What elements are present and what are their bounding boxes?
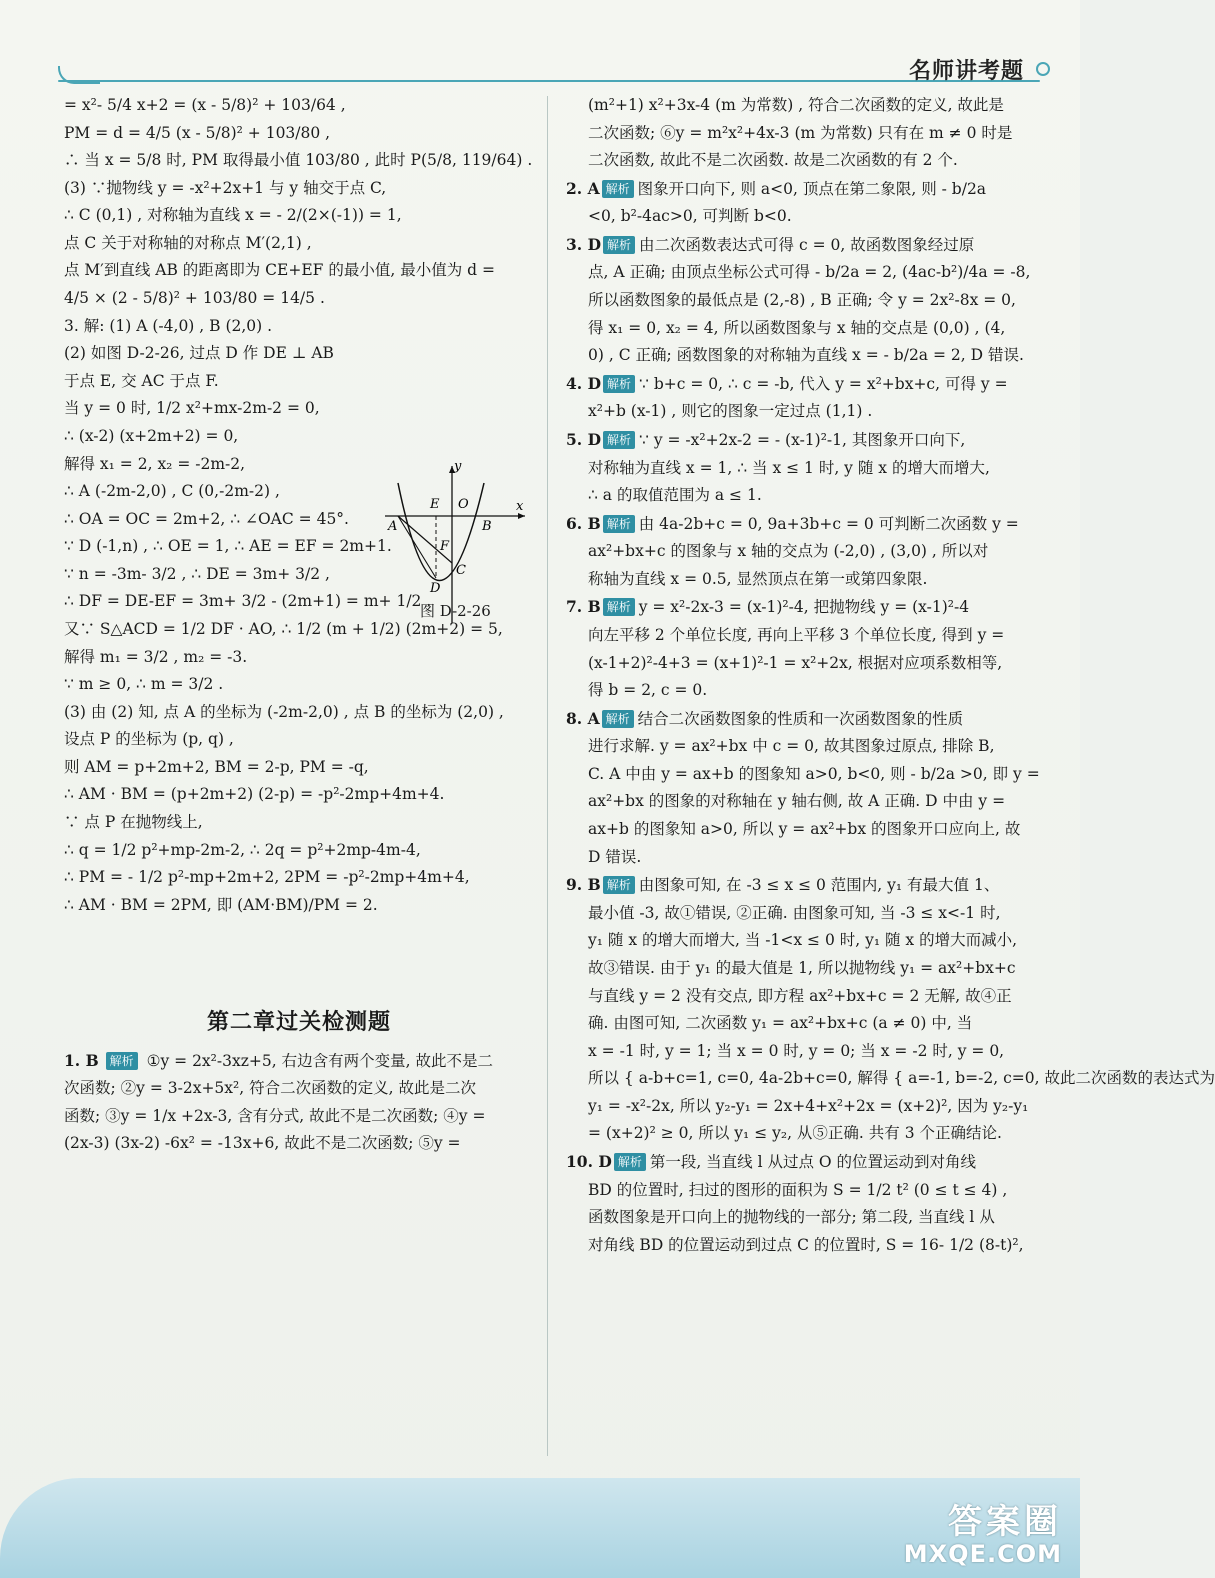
answer-3-line-2: ∴ a 的取值范围为 a ≤ 1. <box>588 486 762 505</box>
right-line-2: 二次函数, 故此不是二次函数. 故是二次函数的有 2 个. <box>588 151 958 170</box>
answer-7-line-3: 故③错误. 由于 y₁ 的最大值是 1, 所以抛物线 y₁ = ax²+bx+c <box>588 958 1016 977</box>
right-line-1: 二次函数; ⑥y = m²x²+4x-3 (m 为常数) 只有在 m ≠ 0 时是 <box>588 123 1013 142</box>
fig-label-c: C <box>456 563 466 578</box>
answer-number: 8. A <box>566 708 600 728</box>
answer-7-line-7: 所以 { a-b+c=1, c=0, 4a-2b+c=0, 解得 { a=-1, b=-2, c=0, 故此二次函数的表达式为 <box>588 1069 1215 1088</box>
answer-8-line-0 <box>566 1148 1036 1177</box>
answer-6-line-5: D 错误. <box>588 847 642 866</box>
answer-7-line-9: = (x+2)² ≥ 0, 所以 y₁ ≤ y₂, 从⑤正确. 共有 3 个正确结论. <box>588 1124 1002 1143</box>
left-line-10: 于点 E, 交 AC 于点 F. <box>64 371 219 390</box>
parabola-curve <box>398 483 484 581</box>
left-line-21: ∵ m ≥ 0, ∴ m = 3/2 . <box>64 675 224 694</box>
analysis-tag: 解析 <box>602 180 634 198</box>
answer-number: 3. D <box>566 234 602 254</box>
answer-0-line-1: <0, b²-4ac>0, 可判断 b<0. <box>588 207 792 226</box>
left-line-6: 点 M′到直线 AB 的距离即为 CE+EF 的最小值, 最小值为 d = <box>64 261 495 280</box>
fig-label-b: B <box>482 519 492 534</box>
answer-5-line-1: 向左平移 2 个单位长度, 再向上平移 3 个单位长度, 得到 y = <box>588 625 1005 644</box>
answer-5-line-3: 得 b = 2, c = 0. <box>588 681 708 700</box>
answer-number: 7. B <box>566 597 601 617</box>
answer-7-line-8: y₁ = -x²-2x, 所以 y₂-y₁ = 2x+4+x²+2x = (x+2)², 因为 y₂-y₁ <box>588 1096 1029 1115</box>
answer-5-line-0 <box>566 593 1036 622</box>
answer-2-line-0 <box>566 370 1036 399</box>
fig-label-e: E <box>430 497 440 512</box>
answer-text: 由图象可知, 在 -3 ≤ x ≤ 0 范围内, y₁ 有最大值 1、 <box>638 876 1000 895</box>
left-line-20: 解得 m₁ = 3/2 , m₂ = -3. <box>64 647 248 666</box>
left-line-8: 3. 解: (1) A (-4,0) , B (2,0) . <box>64 316 273 335</box>
left-line-17: ∵ n = -3m- 3/2 , ∴ DE = 3m+ 3/2 , <box>64 564 330 583</box>
left-line-7: 4/5 × (2 - 5/8)² + 103/80 = 14/5 . <box>64 289 325 308</box>
fig-label-y: y <box>454 459 462 474</box>
answer-1-line-0 <box>566 231 1036 260</box>
watermark-line2: MXQE.COM <box>903 1540 1062 1569</box>
answer-8-line-2: 函数图象是开口向上的抛物线的一部分; 第二段, 当直线 l 从 <box>588 1208 995 1227</box>
answer-7-line-0 <box>566 871 1036 900</box>
left-line-5: 点 C 关于对称轴的对称点 M′(2,1) , <box>64 233 312 252</box>
answer-text: ∵ b+c = 0, ∴ c = -b, 代入 y = x²+bx+c, 可得 y = <box>639 374 1008 393</box>
left-line-18: ∴ DF = DE-EF = 3m+ 3/2 - (2m+1) = m+ 1/2 . <box>64 592 432 611</box>
q1-text-1: 次函数; ②y = 3-2x+5x², 符合二次函数的定义, 故此是二次 <box>64 1079 476 1098</box>
answer-number: 4. D <box>566 373 602 393</box>
left-line-11: 当 y = 0 时, 1/2 x²+mx-2m-2 = 0, <box>64 399 320 418</box>
left-line-12: ∴ (x-2) (x+2m+2) = 0, <box>64 426 239 445</box>
left-line-13: 解得 x₁ = 2, x₂ = -2m-2, <box>64 454 246 473</box>
column-divider <box>547 96 548 1456</box>
fig-label-a: A <box>388 519 398 534</box>
left-line-15: ∴ OA = OC = 2m+2, ∴ ∠OAC = 45°. <box>64 509 349 528</box>
answer-6-line-4: ax+b 的图象知 a>0, 所以 y = ax²+bx 的图象开口应向上, 故 <box>588 820 1021 839</box>
answer-text: 第一段, 当直线 l 从过点 O 的位置运动到对角线 <box>649 1152 977 1171</box>
answer-7-line-2: y₁ 随 x 的增大而增大, 当 -1<x ≤ 0 时, y₁ 随 x 的增大而减小, <box>588 931 1018 950</box>
analysis-tag: 解析 <box>603 375 635 393</box>
answer-6-line-0 <box>566 705 1036 734</box>
answer-8-line-1: BD 的位置时, 扫过的图形的面积为 S = 1/2 t² (0 ≤ t ≤ 4) , <box>588 1180 1008 1199</box>
q1-number: 1. B <box>64 1050 99 1070</box>
q1-text-3: (2x-3) (3x-2) -6x² = -13x+6, 故此不是二次函数; ⑤y = <box>64 1134 461 1153</box>
q1-line <box>64 1047 534 1076</box>
answer-4-line-2: 称轴为直线 x = 0.5, 显然顶点在第一或第四象限. <box>588 569 928 588</box>
answer-5-line-2: (x-1+2)²-4+3 = (x+1)²-1 = x²+2x, 根据对应项系数相等, <box>588 653 1003 672</box>
left-line-16: ∵ D (-1,n) , ∴ OE = 1, ∴ AE = EF = 2m+1. <box>64 537 392 556</box>
answer-6-line-3: ax²+bx 的图象的对称轴在 y 轴右侧, 故 A 正确. D 中由 y = <box>588 792 1006 811</box>
right-column <box>566 92 1215 1259</box>
line-ad <box>398 516 436 578</box>
answer-text: 结合二次函数图象的性质和一次函数图象的性质 <box>637 709 964 728</box>
analysis-tag: 解析 <box>603 876 635 894</box>
left-line-28: ∴ PM = - 1/2 p²-mp+2m+2, 2PM = -p²-2mp+4m+4, <box>64 868 470 887</box>
left-line-9: (2) 如图 D-2-26, 过点 D 作 DE ⊥ AB <box>64 344 334 363</box>
header-circle-icon <box>1036 62 1050 76</box>
left-line-24: 则 AM = p+2m+2, BM = 2-p, PM = -q, <box>64 757 369 776</box>
answer-number: 6. B <box>566 513 601 533</box>
analysis-tag: 解析 <box>603 236 635 254</box>
answer-3-line-1: 对称轴为直线 x = 1, ∴ 当 x ≤ 1 时, y 随 x 的增大而增大, <box>588 458 990 477</box>
q1-text-0: ①y = 2x²-3xz+5, 右边含有两个变量, 故此不是二 <box>146 1051 493 1070</box>
answer-1-line-3: 得 x₁ = 0, x₂ = 4, 所以函数图象与 x 轴的交点是 (0,0) , (4, <box>588 318 1006 337</box>
answer-8-line-3: 对角线 BD 的位置运动到过点 C 的位置时, S = 16- 1/2 (8-t)², <box>588 1235 1024 1254</box>
answer-6-line-1: 进行求解. y = ax²+bx 中 c = 0, 故其图象过原点, 排除 B, <box>588 737 995 756</box>
fig-label-o: O <box>458 497 469 512</box>
answer-6-line-2: C. A 中由 y = ax+b 的图象知 a>0, b<0, 则 - b/2a >0, 即 y = <box>588 764 1040 783</box>
answer-7-line-1: 最小值 -3, 故①错误, ②正确. 由图象可知, 当 -3 ≤ x<-1 时, <box>588 903 1001 922</box>
left-line-27: ∴ q = 1/2 p²+mp-2m-2, ∴ 2q = p²+2mp-4m-4, <box>64 840 421 859</box>
answer-7-line-4: 与直线 y = 2 没有交点, 即方程 ax²+bx+c = 2 无解, 故④正 <box>588 986 1012 1005</box>
left-line-2: ∴ 当 x = 5/8 时, PM 取得最小值 103/80 , 此时 P(5/8, 119/64) . <box>64 151 533 170</box>
answer-number: 9. B <box>566 875 601 895</box>
answer-7-line-6: x = -1 时, y = 1; 当 x = 0 时, y = 0; 当 x = -2 时, y = 0, <box>588 1041 1005 1060</box>
analysis-tag: 解析 <box>603 431 635 449</box>
left-line-23: 设点 P 的坐标为 (p, q) , <box>64 730 234 749</box>
analysis-tag: 解析 <box>602 710 634 728</box>
analysis-tag: 解析 <box>603 598 635 616</box>
answer-1-line-1: 点, A 正确; 由顶点坐标公式可得 - b/2a = 2, (4ac-b²)/4a = -8, <box>588 263 1031 282</box>
fig-label-x: x <box>516 499 524 514</box>
answer-7-line-5: 确. 由图可知, 二次函数 y₁ = ax²+bx+c (a ≠ 0) 中, 当 <box>588 1014 973 1033</box>
answer-1-line-4: 0) , C 正确; 函数图象的对称轴为直线 x = - b/2a = 2, D 错误. <box>588 346 1024 365</box>
q1-text-2: 函数; ③y = 1/x +2x-3, 含有分式, 故此不是二次函数; ④y = <box>64 1106 486 1125</box>
answer-2-line-1: x²+b (x-1) , 则它的图象一定过点 (1,1) . <box>588 402 873 421</box>
left-line-19: 又∵ S△ACD = 1/2 DF · AO, ∴ 1/2 (m + 1/2) (2m+2) = 5, <box>64 619 503 638</box>
left-line-29: ∴ AM · BM = 2PM, 即 (AM·BM)/PM = 2. <box>64 895 378 914</box>
answer-0-line-0 <box>566 175 1036 204</box>
answer-3-line-0 <box>566 426 1036 455</box>
analysis-tag: 解析 <box>603 515 635 533</box>
header-rule <box>58 80 1040 82</box>
answer-number: 2. A <box>566 178 600 198</box>
left-line-3: (3) ∵抛物线 y = -x²+2x+1 与 y 轴交于点 C, <box>64 178 387 197</box>
answer-1-line-2: 所以函数图象的最低点是 (2,-8) , B 正确; 令 y = 2x²-8x = 0, <box>588 291 1016 310</box>
analysis-tag: 解析 <box>614 1153 646 1171</box>
left-line-0: = x²- 5/4 x+2 = (x - 5/8)² + 103/64 , <box>64 96 346 114</box>
watermark-line1: 答案圈 <box>948 1502 1062 1542</box>
left-line-1: PM = d = 4/5 (x - 5/8)² + 103/80 , <box>64 123 331 142</box>
answer-4-line-1: ax²+bx+c 的图象与 x 轴的交点为 (-2,0) , (3,0) , 所以对 <box>588 542 989 561</box>
right-line-0: (m²+1) x²+3x-4 (m 为常数) , 符合二次函数的定义, 故此是 <box>588 96 1004 114</box>
answer-text: 图象开口向下, 则 a<0, 顶点在第二象限, 则 - b/2a <box>637 179 987 198</box>
answer-text: 由二次函数表达式可得 c = 0, 故函数图象经过原 <box>639 235 975 254</box>
answer-number: 10. D <box>566 1151 612 1171</box>
answer-text: y = x²-2x-3 = (x-1)²-4, 把抛物线 y = (x-1)²-4 <box>638 598 970 617</box>
fig-label-f: F <box>440 539 450 554</box>
answer-number: 5. D <box>566 429 602 449</box>
left-line-4: ∴ C (0,1) , 对称轴为直线 x = - 2/(2×(-1)) = 1, <box>64 206 402 225</box>
answer-4-line-0 <box>566 510 1036 539</box>
section-title: 第二章过关检测题 <box>206 1010 391 1036</box>
answer-items <box>566 175 1215 1260</box>
left-line-25: ∴ AM · BM = (p+2m+2) (2-p) = -p²-2mp+4m+4. <box>64 785 445 804</box>
fig-label-d: D <box>430 581 441 596</box>
figure-caption: 图 D-2-26 <box>420 602 491 620</box>
answer-text: ∵ y = -x²+2x-2 = - (x-1)²-1, 其图象开口向下, <box>639 430 966 449</box>
left-line-14: ∴ A (-2m-2,0) , C (0,-2m-2) , <box>64 482 280 501</box>
analysis-tag: 解析 <box>106 1052 138 1070</box>
answer-text: 由 4a-2b+c = 0, 9a+3b+c = 0 可判断二次函数 y = <box>638 514 1019 533</box>
left-line-26: ∵ 点 P 在抛物线上, <box>64 813 203 832</box>
header-title: 名师讲考题 <box>908 59 1024 84</box>
left-line-22: (3) 由 (2) 知, 点 A 的坐标为 (-2m-2,0) , 点 B 的坐标为 (2,0) , <box>64 702 504 721</box>
watermark <box>904 1504 1062 1568</box>
